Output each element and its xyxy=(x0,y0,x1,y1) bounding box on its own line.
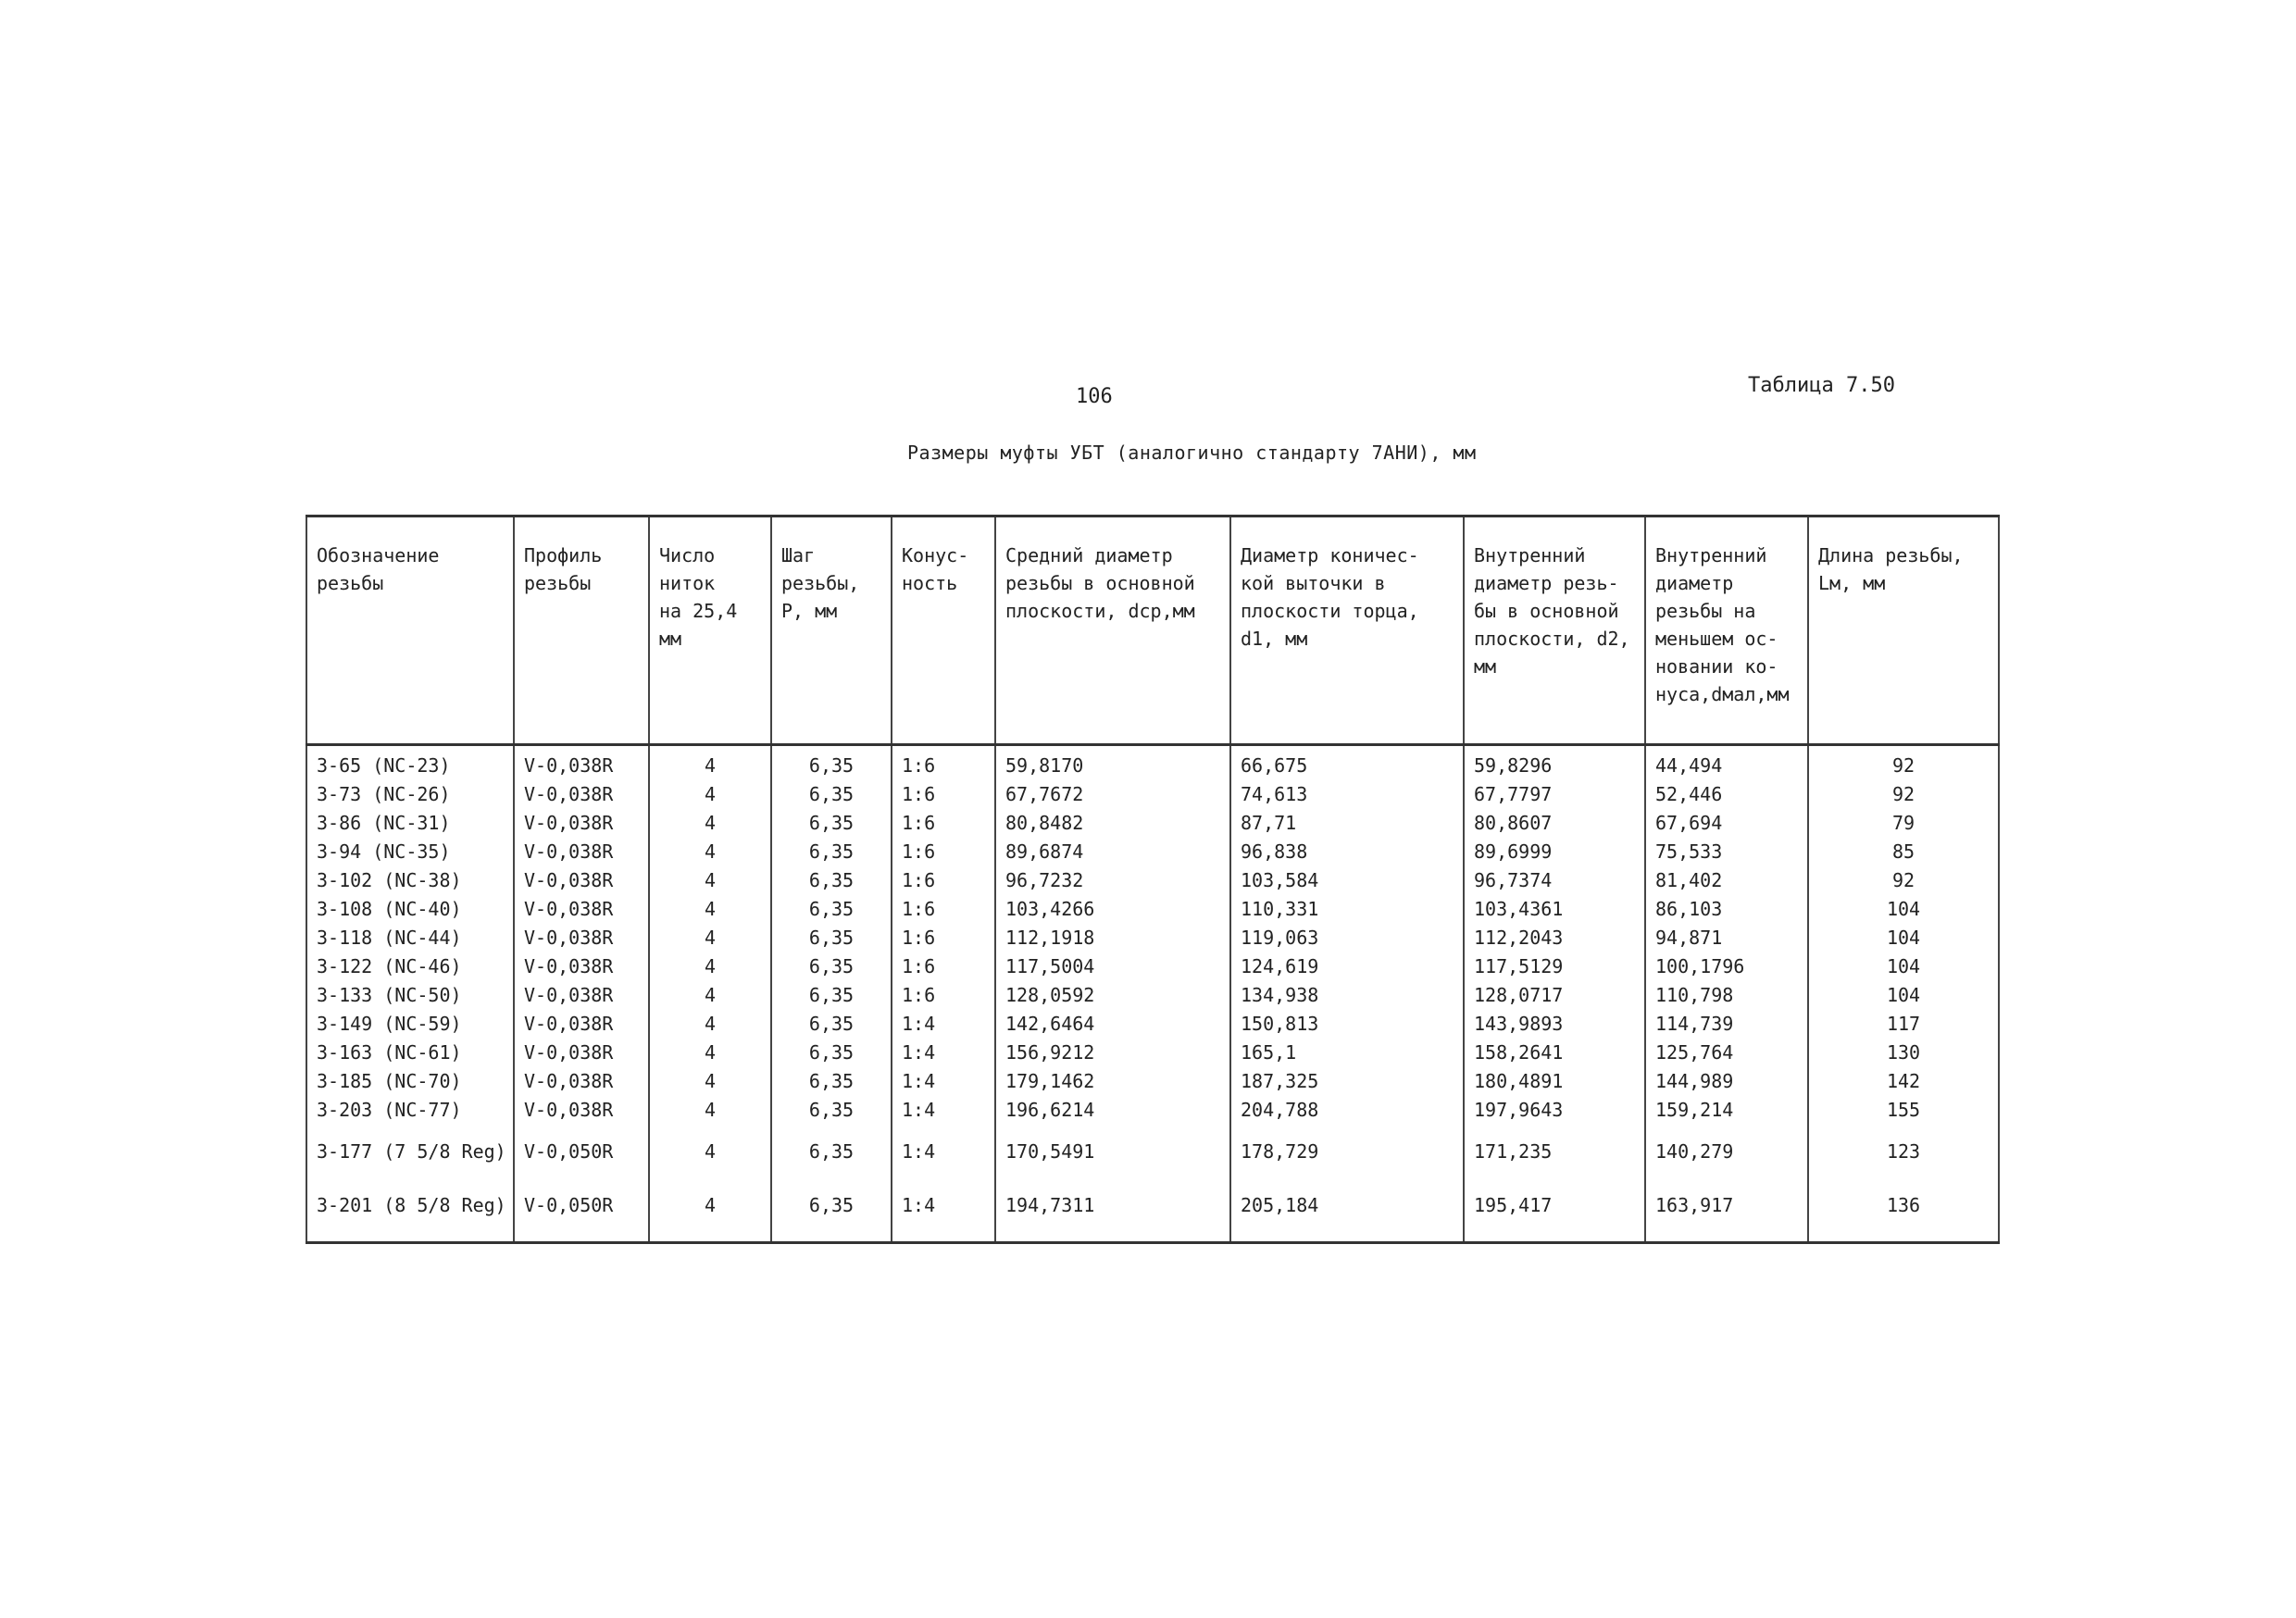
cell-thread-designation: 3-94 (NC-35) xyxy=(306,838,514,866)
cell-thread-pitch: 6,35 xyxy=(771,1039,892,1067)
table-row xyxy=(306,1125,1999,1178)
cell-taper: 1:6 xyxy=(892,924,995,952)
cell-taper: 1:4 xyxy=(892,1096,995,1125)
cell-thread-pitch: 6,35 xyxy=(771,1125,892,1178)
table-row xyxy=(306,1178,1999,1243)
header-pitch-diameter: Средний диаметр резьбы в основной плоскости, dср,мм xyxy=(995,517,1230,745)
cell-pitch-diameter: 80,8482 xyxy=(995,809,1230,838)
table-row xyxy=(306,809,1999,838)
cell-taper: 1:6 xyxy=(892,780,995,809)
cell-inner-diameter-gauge-plane: 171,235 xyxy=(1464,1125,1645,1178)
cell-threads-per-inch: 4 xyxy=(649,745,771,781)
cell-threads-per-inch: 4 xyxy=(649,838,771,866)
cell-pitch-diameter: 117,5004 xyxy=(995,952,1230,981)
cell-thread-pitch: 6,35 xyxy=(771,809,892,838)
cell-threads-per-inch: 4 xyxy=(649,1039,771,1067)
cell-thread-length: 123 xyxy=(1808,1125,1999,1178)
cell-inner-diameter-small-end: 140,279 xyxy=(1645,1125,1808,1178)
cell-threads-per-inch: 4 xyxy=(649,866,771,895)
cell-pitch-diameter: 128,0592 xyxy=(995,981,1230,1010)
cell-thread-length: 104 xyxy=(1808,895,1999,924)
cell-thread-length: 104 xyxy=(1808,924,1999,952)
cell-counterbore-diameter: 165,1 xyxy=(1230,1039,1464,1067)
cell-thread-length: 92 xyxy=(1808,866,1999,895)
cell-pitch-diameter: 142,6464 xyxy=(995,1010,1230,1039)
table-row xyxy=(306,952,1999,981)
cell-taper: 1:6 xyxy=(892,745,995,781)
cell-thread-length: 104 xyxy=(1808,952,1999,981)
cell-threads-per-inch: 4 xyxy=(649,1010,771,1039)
cell-thread-designation: 3-201 (8 5/8 Reg) xyxy=(306,1178,514,1243)
cell-taper: 1:6 xyxy=(892,838,995,866)
cell-pitch-diameter: 194,7311 xyxy=(995,1178,1230,1243)
cell-threads-per-inch: 4 xyxy=(649,1125,771,1178)
cell-thread-designation: 3-177 (7 5/8 Reg) xyxy=(306,1125,514,1178)
header-inner-diameter-small-end: Внутренний диаметр резьбы на меньшем ос- новании ко- нуса,dмал,мм xyxy=(1645,517,1808,745)
cell-inner-diameter-gauge-plane: 143,9893 xyxy=(1464,1010,1645,1039)
cell-inner-diameter-small-end: 75,533 xyxy=(1645,838,1808,866)
cell-pitch-diameter: 89,6874 xyxy=(995,838,1230,866)
cell-thread-designation: 3-65 (NC-23) xyxy=(306,745,514,781)
cell-pitch-diameter: 59,8170 xyxy=(995,745,1230,781)
cell-inner-diameter-gauge-plane: 96,7374 xyxy=(1464,866,1645,895)
cell-inner-diameter-small-end: 159,214 xyxy=(1645,1096,1808,1125)
cell-inner-diameter-small-end: 52,446 xyxy=(1645,780,1808,809)
cell-inner-diameter-gauge-plane: 197,9643 xyxy=(1464,1096,1645,1125)
cell-inner-diameter-small-end: 67,694 xyxy=(1645,809,1808,838)
cell-inner-diameter-gauge-plane: 128,0717 xyxy=(1464,981,1645,1010)
cell-pitch-diameter: 156,9212 xyxy=(995,1039,1230,1067)
cell-thread-designation: 3-86 (NC-31) xyxy=(306,809,514,838)
cell-counterbore-diameter: 87,71 xyxy=(1230,809,1464,838)
cell-inner-diameter-gauge-plane: 180,4891 xyxy=(1464,1067,1645,1096)
cell-inner-diameter-gauge-plane: 59,8296 xyxy=(1464,745,1645,781)
cell-taper: 1:4 xyxy=(892,1125,995,1178)
cell-threads-per-inch: 4 xyxy=(649,780,771,809)
header-thread-profile: Профиль резьбы xyxy=(514,517,649,745)
cell-thread-designation: 3-73 (NC-26) xyxy=(306,780,514,809)
cell-threads-per-inch: 4 xyxy=(649,1096,771,1125)
cell-inner-diameter-gauge-plane: 158,2641 xyxy=(1464,1039,1645,1067)
cell-thread-pitch: 6,35 xyxy=(771,866,892,895)
cell-counterbore-diameter: 150,813 xyxy=(1230,1010,1464,1039)
table-row xyxy=(306,1010,1999,1039)
cell-counterbore-diameter: 119,063 xyxy=(1230,924,1464,952)
cell-taper: 1:6 xyxy=(892,952,995,981)
cell-thread-length: 85 xyxy=(1808,838,1999,866)
cell-thread-pitch: 6,35 xyxy=(771,780,892,809)
table-row xyxy=(306,895,1999,924)
cell-thread-length: 136 xyxy=(1808,1178,1999,1243)
cell-taper: 1:6 xyxy=(892,981,995,1010)
cell-taper: 1:4 xyxy=(892,1039,995,1067)
cell-inner-diameter-gauge-plane: 67,7797 xyxy=(1464,780,1645,809)
cell-thread-designation: 3-122 (NC-46) xyxy=(306,952,514,981)
cell-thread-length: 92 xyxy=(1808,745,1999,781)
table-row xyxy=(306,1039,1999,1067)
cell-thread-designation: 3-149 (NC-59) xyxy=(306,1010,514,1039)
page-title: Размеры муфты УБТ (аналогично стандарту 7АНИ), мм xyxy=(907,442,1477,464)
cell-inner-diameter-small-end: 144,989 xyxy=(1645,1067,1808,1096)
cell-thread-designation: 3-203 (NC-77) xyxy=(306,1096,514,1125)
cell-thread-pitch: 6,35 xyxy=(771,1067,892,1096)
cell-counterbore-diameter: 178,729 xyxy=(1230,1125,1464,1178)
cell-taper: 1:6 xyxy=(892,809,995,838)
cell-inner-diameter-gauge-plane: 117,5129 xyxy=(1464,952,1645,981)
cell-threads-per-inch: 4 xyxy=(649,1067,771,1096)
header-threads-per-inch: Число ниток на 25,4 мм xyxy=(649,517,771,745)
cell-pitch-diameter: 103,4266 xyxy=(995,895,1230,924)
cell-thread-designation: 3-108 (NC-40) xyxy=(306,895,514,924)
cell-thread-length: 92 xyxy=(1808,780,1999,809)
table-row xyxy=(306,1096,1999,1125)
cell-threads-per-inch: 4 xyxy=(649,981,771,1010)
cell-inner-diameter-small-end: 114,739 xyxy=(1645,1010,1808,1039)
cell-counterbore-diameter: 66,675 xyxy=(1230,745,1464,781)
cell-inner-diameter-gauge-plane: 89,6999 xyxy=(1464,838,1645,866)
cell-inner-diameter-gauge-plane: 80,8607 xyxy=(1464,809,1645,838)
table-row xyxy=(306,838,1999,866)
table-row xyxy=(306,981,1999,1010)
table-label: Таблица 7.50 xyxy=(1748,374,1895,397)
cell-thread-pitch: 6,35 xyxy=(771,1096,892,1125)
cell-pitch-diameter: 196,6214 xyxy=(995,1096,1230,1125)
cell-threads-per-inch: 4 xyxy=(649,924,771,952)
table-header-row xyxy=(306,517,1999,745)
table-row xyxy=(306,780,1999,809)
table-body xyxy=(306,745,1999,1243)
cell-pitch-diameter: 67,7672 xyxy=(995,780,1230,809)
cell-counterbore-diameter: 134,938 xyxy=(1230,981,1464,1010)
cell-thread-pitch: 6,35 xyxy=(771,1010,892,1039)
cell-threads-per-inch: 4 xyxy=(649,895,771,924)
cell-taper: 1:6 xyxy=(892,866,995,895)
cell-thread-profile: V-0,038R xyxy=(514,981,649,1010)
cell-inner-diameter-small-end: 100,1796 xyxy=(1645,952,1808,981)
cell-thread-length: 79 xyxy=(1808,809,1999,838)
cell-threads-per-inch: 4 xyxy=(649,952,771,981)
cell-threads-per-inch: 4 xyxy=(649,1178,771,1243)
header-thread-length: Длина резьбы, Lм, мм xyxy=(1808,517,1999,745)
header-taper: Конус- ность xyxy=(892,517,995,745)
cell-thread-profile: V-0,050R xyxy=(514,1178,649,1243)
cell-inner-diameter-small-end: 110,798 xyxy=(1645,981,1808,1010)
cell-thread-pitch: 6,35 xyxy=(771,924,892,952)
cell-counterbore-diameter: 74,613 xyxy=(1230,780,1464,809)
cell-counterbore-diameter: 110,331 xyxy=(1230,895,1464,924)
table-row xyxy=(306,866,1999,895)
cell-thread-designation: 3-185 (NC-70) xyxy=(306,1067,514,1096)
table-row xyxy=(306,745,1999,781)
cell-thread-length: 130 xyxy=(1808,1039,1999,1067)
cell-thread-length: 142 xyxy=(1808,1067,1999,1096)
dimensions-table xyxy=(306,515,2000,1244)
cell-thread-designation: 3-163 (NC-61) xyxy=(306,1039,514,1067)
cell-pitch-diameter: 179,1462 xyxy=(995,1067,1230,1096)
table-row xyxy=(306,924,1999,952)
cell-thread-pitch: 6,35 xyxy=(771,895,892,924)
cell-inner-diameter-small-end: 94,871 xyxy=(1645,924,1808,952)
cell-inner-diameter-small-end: 86,103 xyxy=(1645,895,1808,924)
header-counterbore-diameter: Диаметр коничес- кой выточки в плоскости торца, d1, мм xyxy=(1230,517,1464,745)
cell-pitch-diameter: 96,7232 xyxy=(995,866,1230,895)
page-number: 106 xyxy=(1076,385,1113,408)
cell-pitch-diameter: 170,5491 xyxy=(995,1125,1230,1178)
cell-thread-designation: 3-118 (NC-44) xyxy=(306,924,514,952)
cell-inner-diameter-small-end: 44,494 xyxy=(1645,745,1808,781)
table-row xyxy=(306,1067,1999,1096)
cell-thread-profile: V-0,038R xyxy=(514,1039,649,1067)
cell-thread-profile: V-0,038R xyxy=(514,895,649,924)
cell-pitch-diameter: 112,1918 xyxy=(995,924,1230,952)
cell-thread-pitch: 6,35 xyxy=(771,745,892,781)
cell-taper: 1:4 xyxy=(892,1010,995,1039)
cell-thread-pitch: 6,35 xyxy=(771,952,892,981)
header-inner-diameter-gauge-plane: Внутренний диаметр резь- бы в основной плоскости, d2, мм xyxy=(1464,517,1645,745)
cell-taper: 1:4 xyxy=(892,1178,995,1243)
cell-thread-pitch: 6,35 xyxy=(771,1178,892,1243)
cell-thread-profile: V-0,038R xyxy=(514,952,649,981)
cell-thread-profile: V-0,038R xyxy=(514,1010,649,1039)
cell-thread-profile: V-0,038R xyxy=(514,866,649,895)
cell-inner-diameter-gauge-plane: 195,417 xyxy=(1464,1178,1645,1243)
cell-thread-pitch: 6,35 xyxy=(771,981,892,1010)
cell-counterbore-diameter: 96,838 xyxy=(1230,838,1464,866)
cell-thread-pitch: 6,35 xyxy=(771,838,892,866)
cell-thread-profile: V-0,038R xyxy=(514,924,649,952)
cell-thread-profile: V-0,038R xyxy=(514,1067,649,1096)
cell-counterbore-diameter: 204,788 xyxy=(1230,1096,1464,1125)
cell-thread-profile: V-0,038R xyxy=(514,838,649,866)
cell-thread-profile: V-0,038R xyxy=(514,745,649,781)
cell-inner-diameter-gauge-plane: 112,2043 xyxy=(1464,924,1645,952)
cell-inner-diameter-small-end: 81,402 xyxy=(1645,866,1808,895)
cell-taper: 1:6 xyxy=(892,895,995,924)
cell-thread-profile: V-0,050R xyxy=(514,1125,649,1178)
cell-counterbore-diameter: 124,619 xyxy=(1230,952,1464,981)
cell-inner-diameter-small-end: 125,764 xyxy=(1645,1039,1808,1067)
cell-counterbore-diameter: 103,584 xyxy=(1230,866,1464,895)
header-thread-designation: Обозначение резьбы xyxy=(306,517,514,745)
cell-thread-profile: V-0,038R xyxy=(514,809,649,838)
cell-counterbore-diameter: 187,325 xyxy=(1230,1067,1464,1096)
cell-counterbore-diameter: 205,184 xyxy=(1230,1178,1464,1243)
cell-thread-length: 155 xyxy=(1808,1096,1999,1125)
header-thread-pitch: Шаг резьбы, P, мм xyxy=(771,517,892,745)
cell-inner-diameter-gauge-plane: 103,4361 xyxy=(1464,895,1645,924)
cell-thread-length: 117 xyxy=(1808,1010,1999,1039)
cell-taper: 1:4 xyxy=(892,1067,995,1096)
cell-threads-per-inch: 4 xyxy=(649,809,771,838)
cell-thread-profile: V-0,038R xyxy=(514,1096,649,1125)
cell-thread-profile: V-0,038R xyxy=(514,780,649,809)
cell-thread-designation: 3-133 (NC-50) xyxy=(306,981,514,1010)
cell-thread-length: 104 xyxy=(1808,981,1999,1010)
cell-inner-diameter-small-end: 163,917 xyxy=(1645,1178,1808,1243)
cell-thread-designation: 3-102 (NC-38) xyxy=(306,866,514,895)
